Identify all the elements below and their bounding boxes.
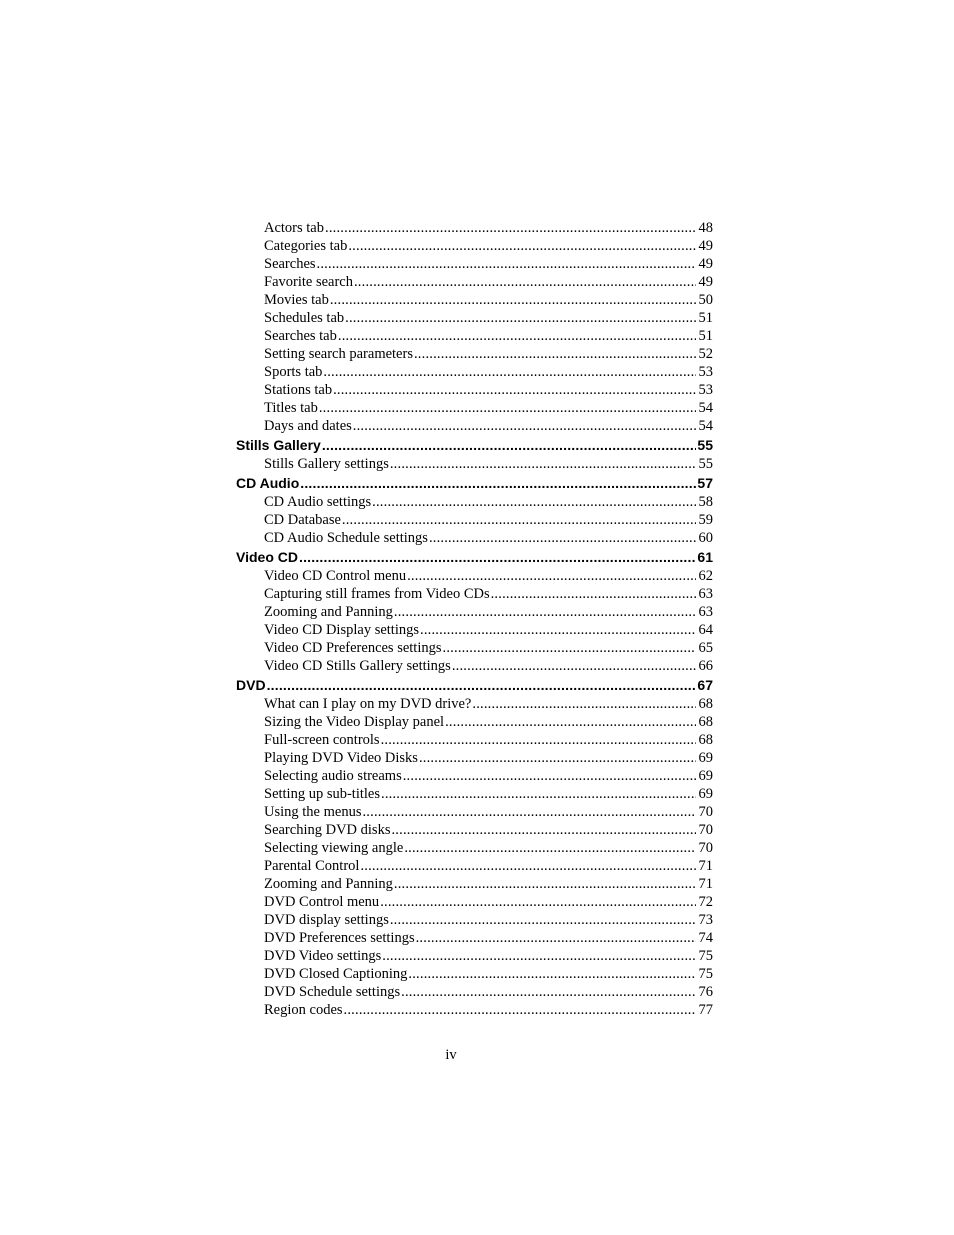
toc-entry[interactable] <box>236 821 713 839</box>
toc-entry-page-number: 53 <box>698 382 713 398</box>
toc-entry[interactable] <box>236 911 713 929</box>
toc-entry-label: Stills Gallery settings <box>264 456 389 472</box>
toc-entry-label: Titles tab <box>264 400 318 416</box>
toc-entry-page-number: 55 <box>697 437 713 453</box>
dot-leader <box>344 1001 696 1019</box>
dot-leader <box>491 585 696 603</box>
dot-leader <box>416 929 696 947</box>
toc-section-heading[interactable] <box>236 548 713 567</box>
dot-leader <box>419 749 696 767</box>
toc-entry-page-number: 49 <box>698 256 713 272</box>
dot-leader <box>394 603 696 621</box>
toc-entry-label: Setting search parameters <box>264 346 413 362</box>
toc-entry[interactable] <box>236 749 713 767</box>
toc-entry-label: Using the menus <box>264 804 362 820</box>
toc-entry[interactable] <box>236 291 713 309</box>
toc-entry-page-number: 59 <box>698 512 713 528</box>
toc-entry[interactable] <box>236 327 713 345</box>
toc-entry-label: Schedules tab <box>264 310 345 326</box>
toc-entry[interactable] <box>236 657 713 675</box>
toc-entry[interactable] <box>236 839 713 857</box>
toc-entry[interactable] <box>236 603 713 621</box>
dot-leader <box>299 548 696 567</box>
toc-entry[interactable] <box>236 713 713 731</box>
toc-entry-label: What can I play on my DVD drive? <box>264 696 472 712</box>
toc-entry-label: Sports tab <box>264 364 323 380</box>
toc-entry-page-number: 75 <box>698 966 713 982</box>
dot-leader <box>338 327 696 345</box>
toc-entry-label: Video CD Preferences settings <box>264 640 442 656</box>
toc-entry-label: Sizing the Video Display panel <box>264 714 445 730</box>
toc-entry[interactable] <box>236 381 713 399</box>
toc-entry-page-number: 51 <box>698 328 713 344</box>
toc-entry-page-number: 50 <box>698 292 713 308</box>
toc-entry[interactable] <box>236 511 713 529</box>
dot-leader <box>445 713 696 731</box>
dot-leader <box>353 417 696 435</box>
toc-entry[interactable] <box>236 529 713 547</box>
toc-entry[interactable] <box>236 493 713 511</box>
dot-leader <box>429 529 696 547</box>
toc-entry-label: Video CD <box>236 549 298 565</box>
dot-leader <box>382 947 696 965</box>
toc-entry-label: CD Database <box>264 512 341 528</box>
toc-entry-label: Stations tab <box>264 382 333 398</box>
toc-entry-page-number: 67 <box>697 677 713 693</box>
toc-entry[interactable] <box>236 585 713 603</box>
toc-entry-page-number: 70 <box>698 840 713 856</box>
dot-leader <box>319 399 696 417</box>
toc-entry[interactable] <box>236 567 713 585</box>
dot-leader <box>354 273 696 291</box>
dot-leader <box>323 363 696 381</box>
toc-entry-page-number: 71 <box>698 876 713 892</box>
toc-entry[interactable] <box>236 731 713 749</box>
toc-entry[interactable] <box>236 1001 713 1019</box>
toc-entry[interactable] <box>236 455 713 473</box>
toc-entry-page-number: 66 <box>698 658 713 674</box>
toc-entry[interactable] <box>236 785 713 803</box>
toc-entry-label: Categories tab <box>264 238 348 254</box>
toc-entry-page-number: 71 <box>698 858 713 874</box>
toc-entry-label: Stills Gallery <box>236 437 321 453</box>
dot-leader <box>404 839 696 857</box>
toc-entry-label: Actors tab <box>264 220 324 236</box>
toc-entry-page-number: 63 <box>698 604 713 620</box>
toc-entry-page-number: 68 <box>698 714 713 730</box>
toc-entry-label: Region codes <box>264 1002 343 1018</box>
toc-entry[interactable] <box>236 417 713 435</box>
toc-entry-page-number: 76 <box>698 984 713 1000</box>
toc-entry-label: Selecting viewing angle <box>264 840 404 856</box>
dot-leader <box>390 911 696 929</box>
toc-entry[interactable] <box>236 947 713 965</box>
toc-entry-label: Movies tab <box>264 292 329 308</box>
toc-entry-label: Parental Control <box>264 858 360 874</box>
toc-entry-label: Searching DVD disks <box>264 822 391 838</box>
toc-entry-page-number: 57 <box>697 475 713 491</box>
toc-entry-page-number: 60 <box>698 530 713 546</box>
toc-entry[interactable] <box>236 255 713 273</box>
toc-entry[interactable] <box>236 219 713 237</box>
toc-entry[interactable] <box>236 767 713 785</box>
dot-leader <box>322 436 696 455</box>
dot-leader <box>381 785 696 803</box>
dot-leader <box>372 493 696 511</box>
dot-leader <box>360 857 696 875</box>
toc-entry-label: CD Audio settings <box>264 494 372 510</box>
toc-entry-page-number: 74 <box>698 930 713 946</box>
toc-entry-label: Setting up sub-titles <box>264 786 380 802</box>
dot-leader <box>342 511 696 529</box>
toc-entry-page-number: 54 <box>698 400 713 416</box>
toc-entry[interactable] <box>236 695 713 713</box>
dot-leader <box>443 639 696 657</box>
toc-entry[interactable] <box>236 309 713 327</box>
toc-entry-page-number: 49 <box>698 238 713 254</box>
toc-entry[interactable] <box>236 237 713 255</box>
dot-leader <box>391 821 696 839</box>
toc-section-heading[interactable] <box>236 436 713 455</box>
toc-entry-page-number: 54 <box>698 418 713 434</box>
dot-leader <box>348 237 696 255</box>
toc-entry-label: CD Audio Schedule settings <box>264 530 428 546</box>
table-of-contents <box>236 219 713 1019</box>
toc-section-heading[interactable] <box>236 676 713 695</box>
toc-entry[interactable] <box>236 639 713 657</box>
toc-entry[interactable] <box>236 273 713 291</box>
toc-entry-page-number: 61 <box>697 549 713 565</box>
toc-entry-page-number: 49 <box>698 274 713 290</box>
toc-entry-label: DVD Schedule settings <box>264 984 401 1000</box>
dot-leader <box>408 965 696 983</box>
toc-entry-page-number: 64 <box>698 622 713 638</box>
dot-leader <box>472 695 696 713</box>
dot-leader <box>362 803 696 821</box>
toc-entry-label: DVD Control menu <box>264 894 380 910</box>
toc-entry[interactable] <box>236 929 713 947</box>
dot-leader <box>345 309 696 327</box>
toc-entry[interactable] <box>236 965 713 983</box>
toc-entry-page-number: 69 <box>698 768 713 784</box>
toc-section-heading[interactable] <box>236 474 713 493</box>
dot-leader <box>300 474 696 493</box>
toc-entry-label: DVD <box>236 677 266 693</box>
toc-entry-page-number: 68 <box>698 696 713 712</box>
toc-entry[interactable] <box>236 803 713 821</box>
toc-entry-label: DVD Video settings <box>264 948 382 964</box>
toc-entry[interactable] <box>236 621 713 639</box>
toc-entry-label: Days and dates <box>264 418 352 434</box>
dot-leader <box>390 455 696 473</box>
toc-entry-page-number: 58 <box>698 494 713 510</box>
toc-entry-label: Zooming and Panning <box>264 876 393 892</box>
dot-leader <box>401 983 696 1001</box>
toc-entry-page-number: 48 <box>698 220 713 236</box>
dot-leader <box>380 893 696 911</box>
toc-entry[interactable] <box>236 857 713 875</box>
toc-entry-page-number: 52 <box>698 346 713 362</box>
dot-leader <box>267 676 696 695</box>
toc-entry-label: Favorite search <box>264 274 353 290</box>
toc-entry-page-number: 77 <box>698 1002 713 1018</box>
dot-leader <box>333 381 696 399</box>
toc-entry-label: Video CD Display settings <box>264 622 419 638</box>
toc-entry[interactable] <box>236 875 713 893</box>
toc-entry-label: Searches tab <box>264 328 337 344</box>
toc-entry-label: Video CD Stills Gallery settings <box>264 658 451 674</box>
toc-entry-page-number: 63 <box>698 586 713 602</box>
toc-entry-page-number: 69 <box>698 750 713 766</box>
toc-entry-page-number: 72 <box>698 894 713 910</box>
toc-entry-label: Zooming and Panning <box>264 604 393 620</box>
toc-entry-label: Searches <box>264 256 316 272</box>
toc-entry-page-number: 73 <box>698 912 713 928</box>
dot-leader <box>317 255 696 273</box>
toc-entry-page-number: 68 <box>698 732 713 748</box>
dot-leader <box>414 345 696 363</box>
dot-leader <box>407 567 696 585</box>
toc-entry-page-number: 75 <box>698 948 713 964</box>
toc-entry-page-number: 70 <box>698 804 713 820</box>
toc-entry-label: CD Audio <box>236 475 300 491</box>
toc-entry[interactable] <box>236 345 713 363</box>
toc-entry[interactable] <box>236 983 713 1001</box>
toc-entry-label: Selecting audio streams <box>264 768 402 784</box>
dot-leader <box>420 621 696 639</box>
dot-leader <box>325 219 696 237</box>
toc-entry[interactable] <box>236 399 713 417</box>
toc-entry[interactable] <box>236 893 713 911</box>
dot-leader <box>381 731 696 749</box>
toc-entry-label: Capturing still frames from Video CDs <box>264 586 490 602</box>
toc-entry-page-number: 53 <box>698 364 713 380</box>
dot-leader <box>403 767 696 785</box>
toc-entry-page-number: 51 <box>698 310 713 326</box>
toc-entry-page-number: 65 <box>698 640 713 656</box>
toc-entry-label: Playing DVD Video Disks <box>264 750 418 766</box>
toc-entry-label: DVD Closed Captioning <box>264 966 408 982</box>
dot-leader <box>452 657 696 675</box>
toc-entry[interactable] <box>236 363 713 381</box>
toc-entry-page-number: 62 <box>698 568 713 584</box>
dot-leader <box>394 875 696 893</box>
toc-entry-label: Video CD Control menu <box>264 568 407 584</box>
toc-entry-label: Full-screen controls <box>264 732 380 748</box>
toc-entry-label: DVD display settings <box>264 912 389 928</box>
toc-entry-page-number: 55 <box>698 456 713 472</box>
toc-entry-page-number: 69 <box>698 786 713 802</box>
toc-entry-label: DVD Preferences settings <box>264 930 415 946</box>
page-number: iv <box>445 1047 457 1063</box>
toc-entry-page-number: 70 <box>698 822 713 838</box>
dot-leader <box>330 291 696 309</box>
